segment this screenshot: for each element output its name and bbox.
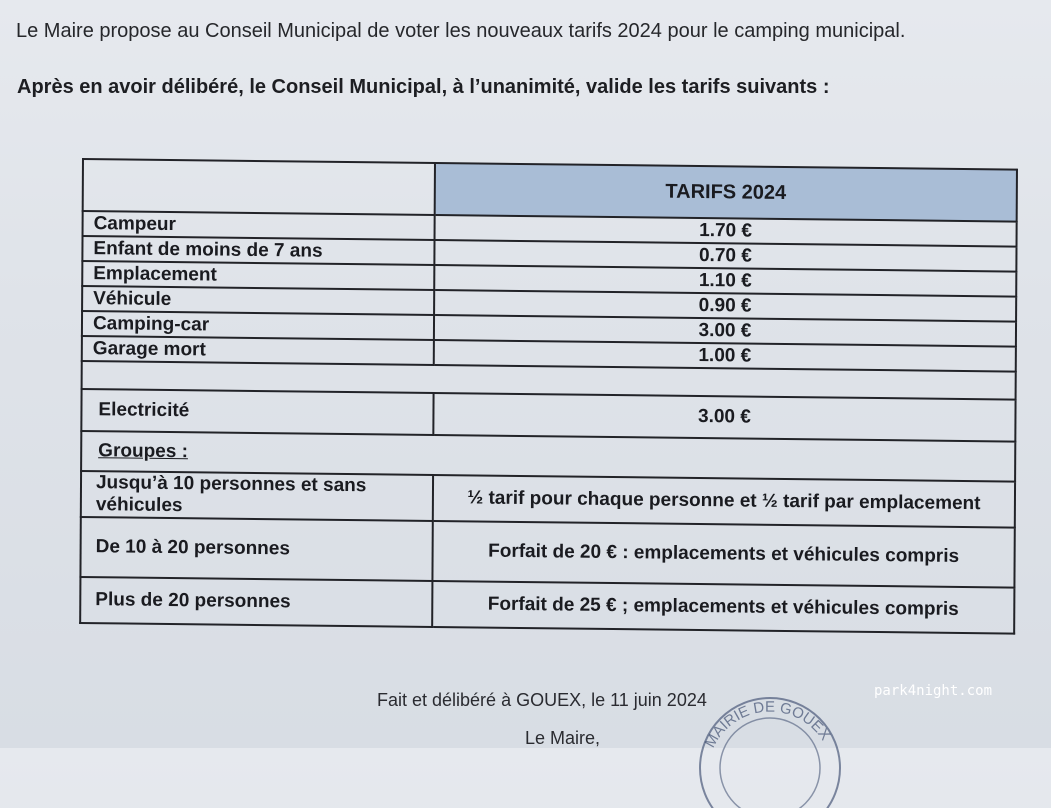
- rate-label: Enfant de moins de 7 ans: [82, 236, 434, 265]
- group-value: Forfait de 20 € : emplacements et véhicules compris: [432, 521, 1014, 588]
- groups-heading: Groupes :: [98, 440, 189, 463]
- group-label: De 10 à 20 personnes: [80, 517, 432, 581]
- town-hall-stamp: [690, 688, 850, 808]
- rate-label: Véhicule: [82, 286, 434, 315]
- group-label: Jusqu’à 10 personnes et sans véhicules: [81, 471, 433, 521]
- signature-line: Fait et délibéré à GOUEX, le 11 juin 2024: [377, 690, 707, 710]
- rate-value: 1.00 €: [434, 340, 1016, 372]
- rate-value: 0.70 €: [434, 240, 1016, 272]
- header-tarifs-cell: TARIFS 2024: [435, 163, 1017, 222]
- intro-paragraph: Le Maire propose au Conseil Municipal de voter les nouveaux tarifs 2024 pour le camping municipal.: [16, 20, 906, 42]
- group-value: Forfait de 25 € ; emplacements et véhicules compris: [432, 581, 1014, 634]
- rate-value: 3.00 €: [434, 315, 1016, 347]
- rate-label: Camping-car: [82, 311, 434, 340]
- watermark-text: park4night.com: [874, 683, 993, 699]
- tariff-table: [79, 158, 1018, 635]
- group-row: [80, 517, 1014, 588]
- header-empty-cell: [83, 159, 435, 215]
- tariff-table-container: [79, 158, 992, 666]
- rate-value: 0.90 €: [434, 290, 1016, 322]
- rate-label: Garage mort: [82, 336, 434, 365]
- stamp-text: MAIRIE DE GOUEX: [701, 698, 834, 751]
- electricity-label: Electricité: [81, 389, 433, 435]
- group-label: Plus de 20 personnes: [80, 577, 432, 627]
- rate-label: Campeur: [83, 211, 435, 240]
- decision-paragraph: Après en avoir délibéré, le Conseil Municipal, à l’unanimité, valide les tarifs suivants :: [17, 76, 830, 98]
- group-row: [80, 577, 1014, 634]
- rate-value: 1.70 €: [435, 215, 1017, 247]
- rate-value: 1.10 €: [434, 265, 1016, 297]
- electricity-value: 3.00 €: [433, 393, 1015, 442]
- rate-label: Emplacement: [82, 261, 434, 290]
- mayor-label: Le Maire,: [525, 728, 601, 748]
- group-value: ½ tarif pour chaque personne et ½ tarif par emplacement: [433, 475, 1015, 528]
